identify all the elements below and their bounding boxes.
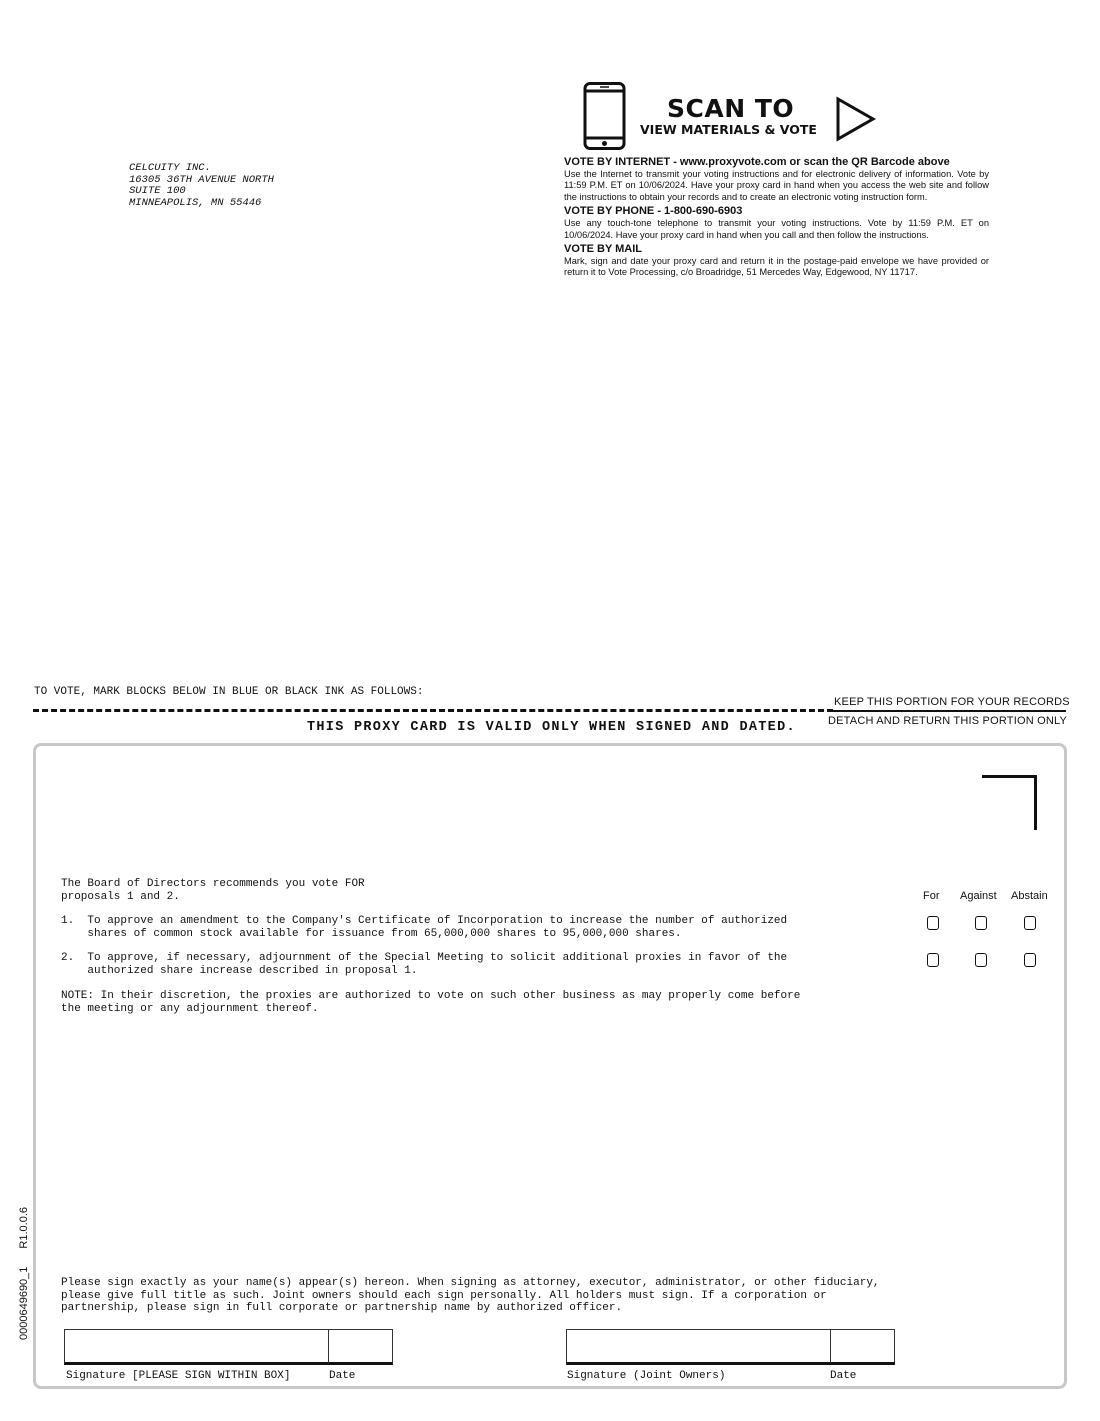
signature-box[interactable] bbox=[64, 1329, 329, 1365]
proposal-2-for-checkbox[interactable] bbox=[927, 953, 939, 967]
valid-notice: THIS PROXY CARD IS VALID ONLY WHEN SIGNED AND DATED. bbox=[307, 720, 796, 735]
vote-phone-heading: VOTE BY PHONE - 1-800-690-6903 bbox=[564, 205, 743, 218]
document-version: R1.0.0.6 bbox=[18, 1206, 30, 1249]
date-box[interactable] bbox=[328, 1329, 393, 1365]
corner-mark bbox=[982, 775, 1037, 830]
company-address bbox=[129, 163, 274, 209]
company-suite: SUITE 100 bbox=[129, 185, 186, 197]
joint-signature-box[interactable] bbox=[566, 1329, 831, 1365]
joint-signature-label: Signature (Joint Owners) bbox=[567, 1370, 726, 1382]
keep-underline bbox=[832, 710, 1066, 712]
scan-title: SCAN TO bbox=[667, 94, 795, 123]
company-city: MINNEAPOLIS, MN 55446 bbox=[129, 196, 262, 209]
company-name: CELCUITY INC. bbox=[129, 162, 211, 174]
column-for: For bbox=[923, 890, 940, 902]
document-id: 0000649690_1 bbox=[18, 1266, 30, 1340]
signing-instructions: Please sign exactly as your name(s) appear(s) hereon. When signing as attorney, executor, administrator, or other fiduciary, please give full title as such. Joint owners should each sign personally. All holders must sign. If a corporation or partnership, please sign in full corporate or partnership name by authorized officer. bbox=[61, 1277, 880, 1314]
discretion-note: NOTE: In their discretion, the proxies are authorized to vote on such other business as may properly come before the meeting or any adjournment thereof. bbox=[61, 990, 801, 1015]
proposal-1-against-checkbox[interactable] bbox=[975, 916, 987, 930]
date-label: Date bbox=[329, 1370, 356, 1382]
scan-subtitle: VIEW MATERIALS & VOTE bbox=[640, 122, 817, 137]
vote-instructions bbox=[564, 156, 989, 281]
smartphone-icon bbox=[583, 82, 627, 150]
column-against: Against bbox=[960, 890, 997, 902]
vote-internet-body: Use the Internet to transmit your voting instructions and for electronic delivery of information. Vote by 11:59 P.M. ET on 10/06/2024. Have your proxy card in hand when you access the web site and follow the instructions to obtain your records and to create an electronic voting instruction form. bbox=[564, 169, 989, 202]
company-street: 16305 36TH AVENUE NORTH bbox=[129, 173, 274, 186]
vote-mail-body: Mark, sign and date your proxy card and return it in the postage-paid envelope we have provided or return it to Vote Processing, c/o Broadridge, 51 Mercedes Way, Edgewood, NY 11717. bbox=[564, 256, 989, 278]
play-arrow-icon bbox=[835, 96, 877, 142]
signature-label: Signature [PLEASE SIGN WITHIN BOX] bbox=[66, 1370, 291, 1382]
proposal-1-abstain-checkbox[interactable] bbox=[1024, 916, 1036, 930]
vote-phone-body: Use any touch-tone telephone to transmit your voting instructions. Vote by 11:59 P.M. ET on 10/06/2024. Have your proxy card in hand when you call and then follow the instructions. bbox=[564, 218, 989, 240]
joint-date-box[interactable] bbox=[830, 1329, 895, 1365]
vote-mail-heading: VOTE BY MAIL bbox=[564, 243, 643, 256]
proposal-1: 1. To approve an amendment to the Company's Certificate of Incorporation to increase the number of authorized shares of common stock available for issuance from 65,000,000 shares to 95,000,000 shares. bbox=[61, 915, 788, 940]
ink-instruction: TO VOTE, MARK BLOCKS BELOW IN BLUE OR BLACK INK AS FOLLOWS: bbox=[34, 686, 424, 698]
detach-portion-label: DETACH AND RETURN THIS PORTION ONLY bbox=[828, 715, 1068, 727]
document-code bbox=[18, 1207, 30, 1340]
column-abstain: Abstain bbox=[1011, 890, 1048, 902]
proposal-2-abstain-checkbox[interactable] bbox=[1024, 953, 1036, 967]
board-recommendation: The Board of Directors recommends you vote FOR proposals 1 and 2. bbox=[61, 878, 365, 903]
joint-date-label: Date bbox=[830, 1370, 857, 1382]
detach-dashed-line bbox=[33, 709, 833, 712]
proposal-2: 2. To approve, if necessary, adjournment of the Special Meeting to solicit additional proxies in favor of the authorized share increase described in proposal 1. bbox=[61, 952, 788, 977]
keep-portion-label: KEEP THIS PORTION FOR YOUR RECORDS bbox=[834, 696, 1070, 708]
proposal-1-for-checkbox[interactable] bbox=[927, 916, 939, 930]
proposal-2-against-checkbox[interactable] bbox=[975, 953, 987, 967]
vote-internet-heading: VOTE BY INTERNET - www.proxyvote.com or scan the QR Barcode above bbox=[564, 156, 950, 168]
